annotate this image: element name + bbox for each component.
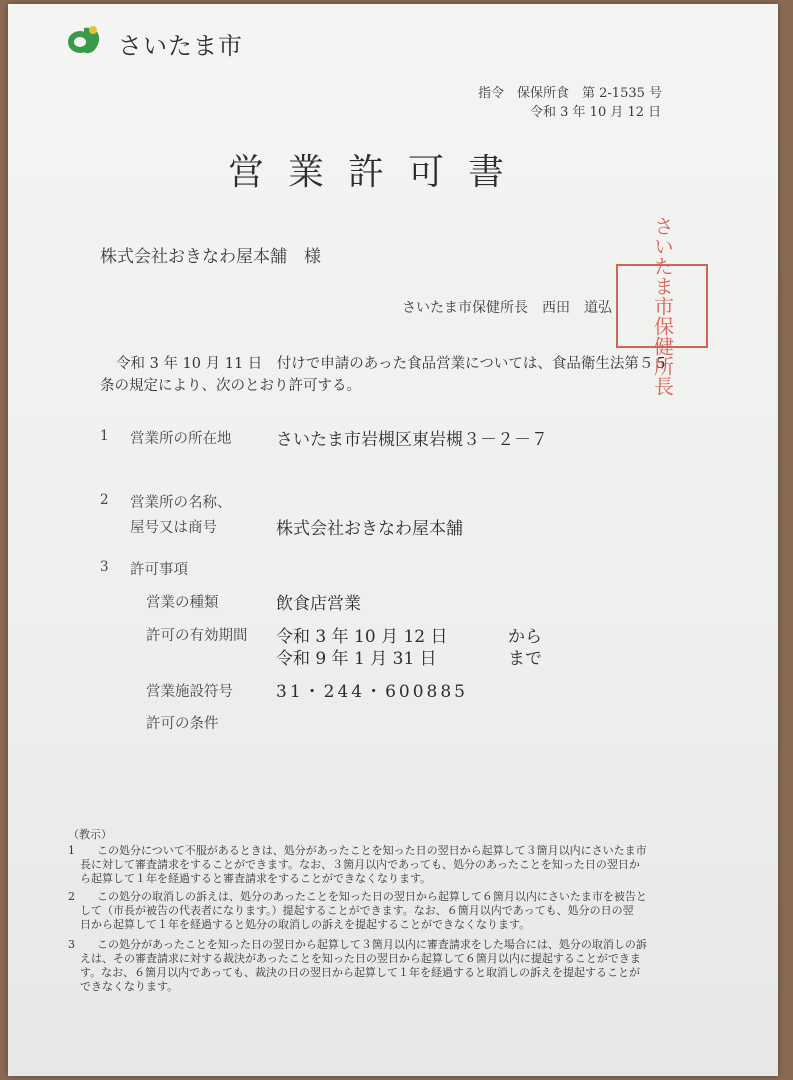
item-2-label-2: 屋号又は商号 (130, 520, 217, 536)
issuer-name: さいたま市保健所長 西田 道弘 (402, 300, 612, 316)
validity-to-word: まで (508, 649, 542, 669)
document-title: 営業許可書 (228, 152, 529, 193)
note-3-line-3: す。なお、６箇月以内であっても、裁決の日の翌日から起算して１年を経過すると取消しの訴えを提起することが (80, 966, 641, 979)
note-1-line-3: ら起算して１年を経過すると審査請求をすることができなくなります。 (80, 872, 432, 885)
note-3-line-4: できなくなります。 (80, 980, 179, 993)
item-2-number: 2 (100, 492, 109, 508)
item-3-label: 許可事項 (130, 562, 188, 578)
item-3-number: 3 (100, 559, 109, 575)
note-1-line-1: 1 この処分について不服があるときは、処分があったことを知った日の翌日から起算して３箇月以内にさいたま市 (68, 844, 647, 857)
note-2-line-1: 2 この処分の取消しの訴えは、処分のあったことを知った日の翌日から起算して６箇月以内にさいたま市を被告と (68, 890, 647, 903)
item-2-label-1: 営業所の名称、 (130, 495, 232, 511)
note-1-line-2: 長に対して審査請求をすることができます。なお、３箇月以内であっても、処分のあったことを知った日の翌日か (80, 858, 640, 871)
item-1-number: 1 (100, 428, 109, 444)
body-line-1: 令和 3 年 10 月 11 日 付けで申請のあった食品営業については、食品衛生法第５５ (116, 356, 668, 372)
note-3-line-1: 3 この処分があったことを知った日の翌日から起算して３箇月以内に審査請求をした場合には、処分の取消しの訴 (68, 938, 647, 951)
validity-to-date: 令和 9 年 1 月 31 日 (276, 649, 437, 669)
business-type-label: 営業の種類 (146, 595, 219, 611)
business-type-value: 飲食店営業 (276, 594, 361, 614)
logo-text: さいたま市 (118, 32, 243, 60)
issue-date: 令和 3 年 10 月 12 日 (530, 105, 662, 120)
item-1-value: さいたま市岩槻区東岩槻３－２－７ (276, 430, 548, 450)
item-2-value: 株式会社おきなわ屋本舗 (276, 519, 463, 539)
note-2-line-3: 日から起算して１年を経過すると処分の取消しの訴えを提起することができなくなります。 (80, 918, 531, 931)
facility-code-value: 31・244・600885 (276, 682, 468, 702)
validity-period-label: 許可の有効期間 (146, 628, 248, 644)
facility-code-label: 営業施設符号 (146, 684, 233, 700)
validity-from-date: 令和 3 年 10 月 12 日 (276, 627, 448, 647)
permit-conditions-label: 許可の条件 (146, 716, 219, 732)
notes-heading: （教示） (68, 828, 112, 841)
note-2-line-2: して（市長が被告の代表者になります。）提起することができます。なお、６箇月以内であっても、処分の日の翌 (80, 904, 634, 917)
recipient-name: 株式会社おきなわ屋本舗 様 (100, 247, 321, 267)
permit-document (8, 4, 778, 1076)
official-seal: さいたま市保健所長 (616, 264, 708, 348)
body-line-2: 条の規定により、次のとおり許可する。 (100, 378, 361, 394)
note-3-line-2: えは、その審査請求に対する裁決があったことを知った日の翌日から起算して６箇月以内に提起することができま (80, 952, 641, 965)
validity-from-word: から (508, 627, 542, 647)
saitama-city-logo-icon (66, 22, 106, 58)
item-1-label: 営業所の所在地 (130, 431, 232, 447)
order-number: 指令 保保所食 第 2-1535 号 (478, 86, 663, 101)
